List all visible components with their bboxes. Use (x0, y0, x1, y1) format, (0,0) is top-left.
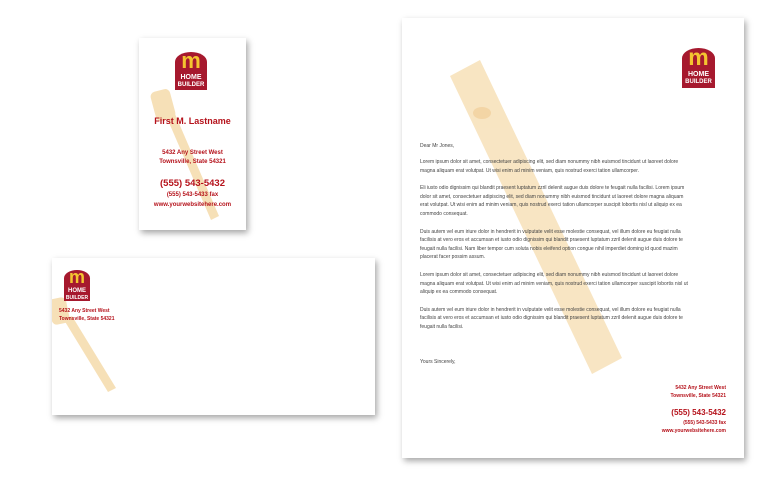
logo-word-builder: BUILDER (65, 295, 89, 301)
card-phone: (555) 543-5432 (160, 178, 225, 189)
logo-mark: m (688, 44, 709, 70)
letter-paragraph: Duis autem vel eum iriure dolor in hendrerit in vulputate velit esse molestie consequat, vel illum dolore eu feugiat nulla facilisis at vero eros et accumsan et iusto odio dignissim qui blandit praesent luptatum zzril delenit augue duis dolore te feugait nulla facilisi. (420, 306, 683, 330)
letter-paragraph: Duis autem vel eum iriure dolor in hendrerit in vulputate velit esse molestie consequat, vel illum dolore eu feugiat nulla facilisis at vero eros et accumsan et iusto odio dignissim qui blandit praesent luptatum zzril delenit augue duis dolore te feugait nulla facilisi. Nam liber tempor cum soluta nobis eleifend option congue nihil imperdiet doming id quod mazim placerat facer possim assum. (420, 228, 683, 261)
home-builder-logo (64, 267, 90, 301)
letter-paragraph: Lorem ipsum dolor sit amet, consectetuer adipiscing elit, sed diam nonummy nibh euismod tincidunt ut laoreet dolore magna aliquam erat volutpat. Ut wisi enim ad minim veniam, quis nostrud exerci tation ullamcorper suscipit lobortis nisl ut aliquip ex ea commodo consequat. (420, 271, 688, 296)
card-address-line2: Townsville, State 54321 (159, 159, 226, 165)
card-name: First M. Lastname (154, 116, 231, 126)
card-fax: (555) 543-5433 fax (166, 192, 219, 198)
envelope-address-line1: 5432 Any Street West (59, 308, 110, 314)
letter-fax: (555) 543-5433 fax (683, 420, 726, 426)
business-card (139, 38, 246, 230)
home-builder-logo (175, 48, 207, 90)
letter-body (420, 158, 692, 341)
letter-closing: Yours Sincerely, (420, 359, 456, 365)
letter-paragraph: Lorem ipsum dolor sit amet, consectetuer adipiscing elit, sed diam nonummy nibh euismod tincidunt ut laoreet dolore magna aliquam erat volutpat. Ut wisi enim ad minim veniam, quis nostrud exerci tation ullamcorper. (420, 159, 679, 174)
letter-salutation: Dear Mr Jones, (420, 143, 455, 149)
envelope (52, 258, 375, 415)
letter-website: www.yourwebsitehere.com (661, 428, 726, 434)
logo-word-home: HOME (180, 74, 202, 81)
logo-mark: m (181, 48, 201, 73)
card-address-line1: 5432 Any Street West (162, 150, 223, 156)
letter-address-line1: 5432 Any Street West (675, 385, 726, 391)
card-website: www.yourwebsitehere.com (153, 202, 232, 208)
logo-word-home: HOME (688, 71, 709, 78)
logo-word-builder: BUILDER (685, 79, 712, 85)
letter-paragraph: Eli iusto odio dignissim qui blandit praesent luptatum zzril delenit augue duis dolore te feugait nulla facilisi. Lorem ipsum dolor sit amet, consectetuer adipiscing elit, sed diam nonummy nibh euismod tincidunt ut laoreet dolore magna aliquam erat volutpat. Ut wisi enim ad minim veniam, quis nostrud exerci tation ullamcorper suscipit lobortis nisl ut aliquip ex ea commodo consequat. (420, 185, 685, 217)
logo-word-home: HOME (68, 288, 86, 294)
logo-word-builder: BUILDER (177, 82, 205, 88)
logo-mark: m (68, 267, 85, 287)
letterhead (402, 18, 744, 458)
envelope-address-line2: Townsville, State 54321 (59, 316, 115, 322)
letter-phone: (555) 543-5432 (671, 408, 726, 417)
letter-address-line2: Townsville, State 54321 (670, 393, 726, 399)
home-builder-logo (682, 44, 715, 88)
tape-measure-icon (52, 258, 375, 415)
